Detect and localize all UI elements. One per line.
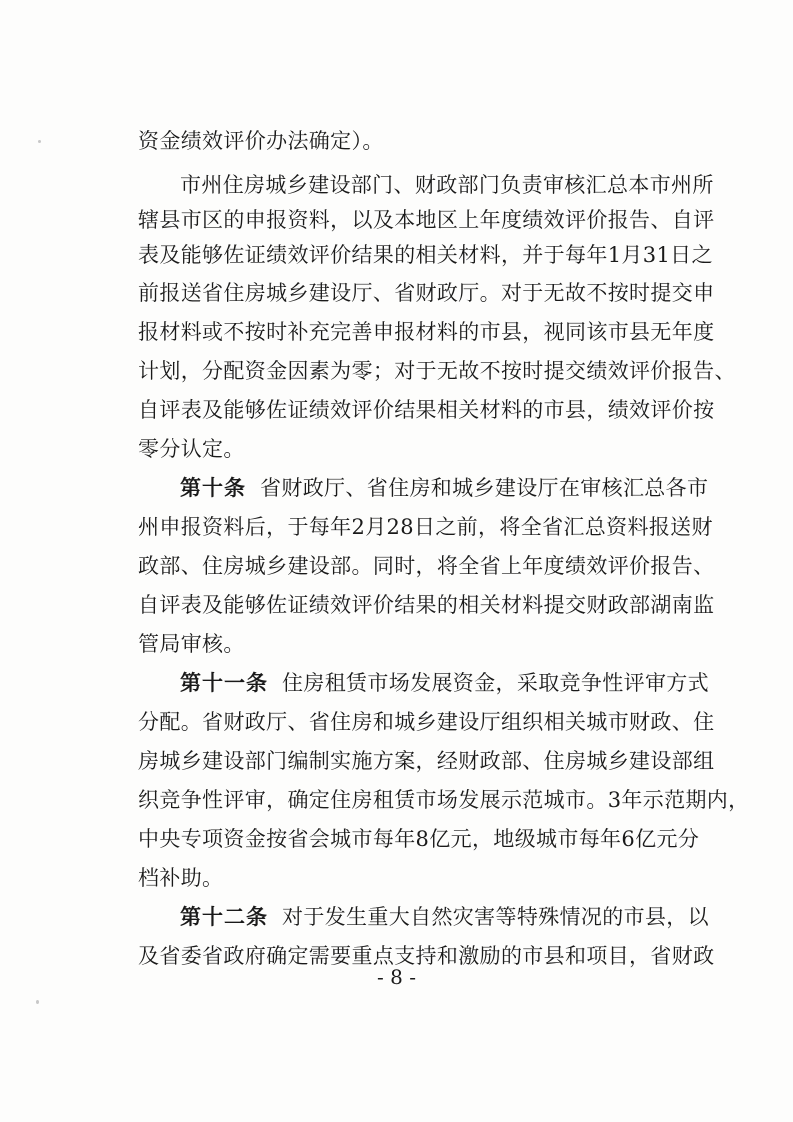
scan-speck	[38, 140, 41, 143]
text-line: 零分认定。	[138, 437, 245, 461]
text-line: 政部、住房城乡建设部。同时，将全省上年度绩效评价报告、	[138, 554, 715, 578]
article-12-paragraph	[180, 902, 740, 932]
text-line: 省财政厅、省住房和城乡建设厅在审核汇总各市	[260, 476, 709, 500]
text-line: 织竞争性评审，确定住房租赁市场发展示范城市。3年示范期内，	[138, 788, 750, 812]
text-line: 报材料或不按时补充完善申报材料的市县，视同该市县无年度	[138, 320, 715, 344]
article-11-heading: 第十一条	[180, 670, 268, 695]
text-line: 及省委省政府确定需要重点支持和激励的市县和项目，省财政	[138, 944, 715, 968]
article-11-paragraph	[180, 668, 740, 698]
text-line: 自评表及能够佐证绩效评价结果相关材料的市县，绩效评价按	[138, 398, 715, 422]
text-line: 对于发生重大自然灾害等特殊情况的市县，以	[282, 905, 709, 929]
article-12-heading: 第十二条	[180, 904, 268, 929]
text-line: 住房租赁市场发展资金，采取竞争性评审方式	[282, 671, 709, 695]
text-line: 分配。省财政厅、省住房和城乡建设厅组织相关城市财政、住	[138, 710, 715, 734]
text-line: 房城乡建设部门编制实施方案，经财政部、住房城乡建设部组	[138, 749, 715, 773]
text-line: 州申报资料后，于每年2月28日之前，将全省汇总资料报送财	[138, 515, 713, 539]
article-10-paragraph	[180, 473, 740, 503]
article-10-heading: 第十条	[180, 475, 246, 500]
text-line: 辖县市区的申报资料，以及本地区上年度绩效评价报告、自评	[138, 208, 715, 232]
text-line: 自评表及能够佐证绩效评价结果的相关材料提交财政部湖南监	[138, 593, 715, 617]
page-number: - 8 -	[377, 965, 416, 989]
text-line: 中央专项资金按省会城市每年8亿元，地级城市每年6亿元分	[138, 827, 700, 851]
text-line: 计划，分配资金因素为零；对于无故不按时提交绩效评价报告、	[138, 359, 736, 383]
text-line: 档补助。	[138, 866, 224, 890]
text-line: 资金绩效评价办法确定）。	[138, 129, 384, 153]
text-line: 前报送省住房城乡建设厅、省财政厅。对于无故不按时提交申	[138, 281, 715, 305]
text-line: 管局审核。	[138, 632, 245, 656]
scan-speck	[36, 1000, 39, 1004]
text-line: 表及能够佐证绩效评价结果的相关材料，并于每年1月31日之	[138, 243, 713, 267]
text-line: 市州住房城乡建设部门、财政部门负责审核汇总本市州所	[180, 173, 714, 197]
